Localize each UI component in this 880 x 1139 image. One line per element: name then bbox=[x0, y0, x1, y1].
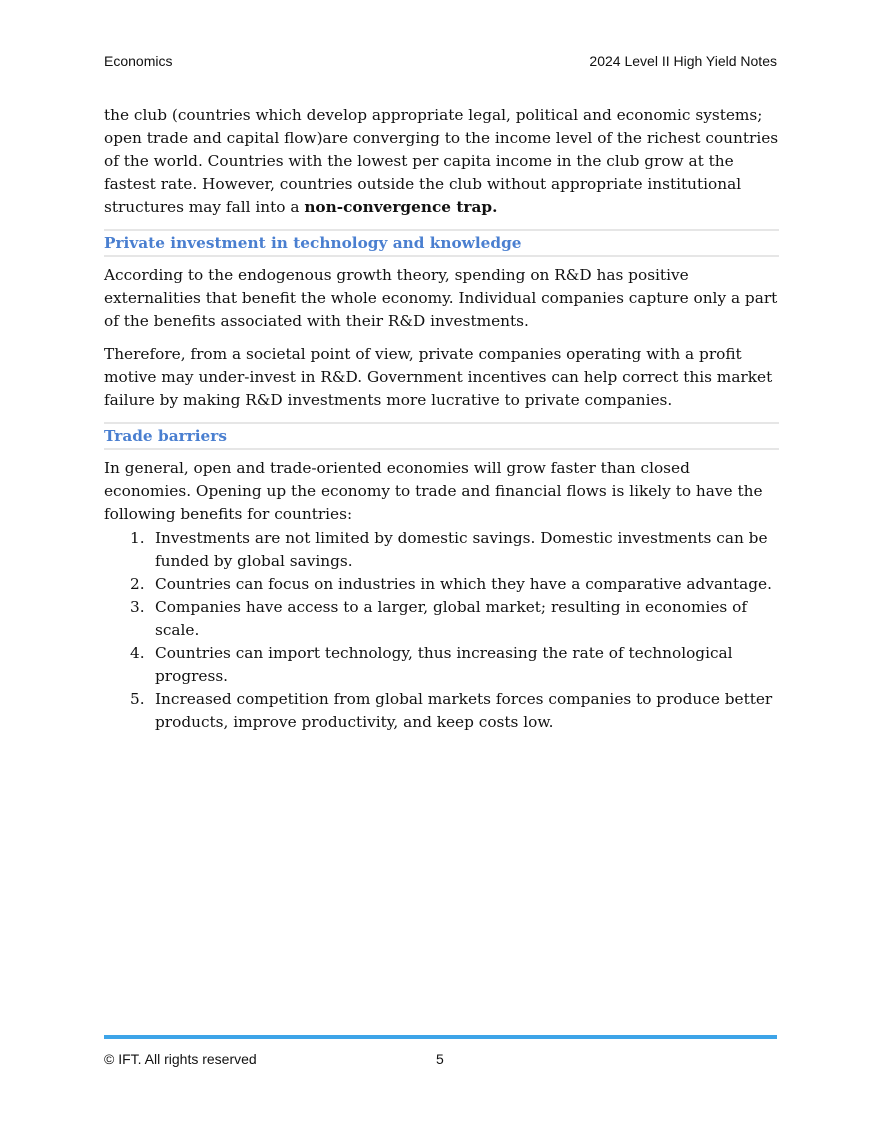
list-item bbox=[104, 527, 779, 573]
list-item-text: Investments are not limited by domestic savings. Domestic investments can be funded by global savings. bbox=[155, 529, 768, 570]
intro-bold-term: non-convergence trap. bbox=[304, 198, 498, 216]
benefits-list bbox=[104, 527, 779, 734]
section-heading-private-investment: Private investment in technology and knowledge bbox=[104, 229, 779, 257]
header-document-title: 2024 Level II High Yield Notes bbox=[589, 53, 777, 69]
list-item-number: 5. bbox=[130, 690, 145, 708]
paragraph-trade-intro: In general, open and trade-oriented economies will grow faster than closed economies. Opening up the economy to trade and financial flows is likely to have the following benefits for countries: bbox=[104, 459, 763, 523]
header-section-title: Economics bbox=[104, 53, 173, 69]
list-item-number: 1. bbox=[130, 529, 145, 547]
list-item-text: Countries can focus on industries in which they have a comparative advantage. bbox=[155, 575, 772, 593]
list-item-number: 2. bbox=[130, 575, 145, 593]
paragraph-endogenous-growth: According to the endogenous growth theory, spending on R&D has positive externalities that benefit the whole economy. Individual companies capture only a part of the benefits associated with their R&D investments. bbox=[104, 266, 778, 330]
list-item bbox=[104, 688, 779, 734]
list-item-text: Companies have access to a larger, global market; resulting in economies of scale. bbox=[155, 598, 747, 639]
footer-copyright: © IFT. All rights reserved bbox=[104, 1051, 257, 1067]
list-item bbox=[104, 642, 779, 688]
section-heading-trade-barriers: Trade barriers bbox=[104, 422, 779, 450]
list-item-number: 4. bbox=[130, 644, 145, 662]
intro-text: the club (countries which develop appropriate legal, political and economic systems; open trade and capital flow)are converging to the income level of the richest countries of the world. Countries with the lowest per capita income in the club grow at the fastest rate. However, countries outside the club without appropriate institutional structures may fall into a bbox=[104, 106, 779, 216]
list-item-text: Countries can import technology, thus increasing the rate of technological progress. bbox=[155, 644, 733, 685]
paragraph-under-invest: Therefore, from a societal point of view, private companies operating with a profit motive may under-invest in R&D. Government incentives can help correct this market failure by making R&D investments more lucrative to private companies. bbox=[104, 345, 773, 409]
list-item-text: Increased competition from global markets forces companies to produce better products, improve productivity, and keep costs low. bbox=[155, 690, 773, 731]
page-header bbox=[104, 53, 777, 70]
list-item bbox=[104, 573, 779, 596]
footer-divider bbox=[104, 1035, 777, 1039]
list-item-number: 3. bbox=[130, 598, 145, 616]
page-footer bbox=[104, 1051, 777, 1068]
page-number: 5 bbox=[436, 1051, 444, 1067]
intro-paragraph bbox=[104, 104, 779, 219]
list-item bbox=[104, 596, 779, 642]
